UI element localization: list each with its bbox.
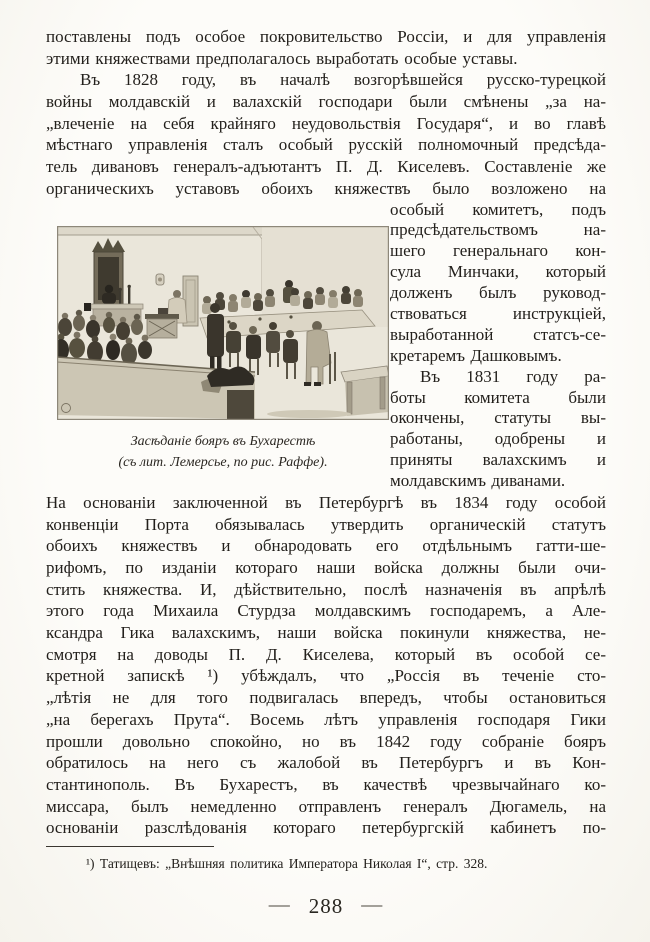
boyar-assembly-engraving <box>57 226 389 420</box>
text-line: окончены, статуты вы- <box>390 408 606 428</box>
floor-shadow <box>267 410 351 418</box>
text-line: особый комитетъ, подъ <box>390 199 606 219</box>
page-number-value: 288 <box>308 893 344 918</box>
text-line: молдавскимъ диванами. <box>390 471 566 491</box>
page-number-right-dash: — <box>361 891 384 916</box>
seated-hierarch-body <box>102 293 116 304</box>
figure-column <box>46 200 389 473</box>
text-line: Въ 1828 году, въ началѣ возгорѣвшейся русско-турецкой <box>80 70 606 90</box>
text-line: поставлены подъ особое покровительство Россіи, и для управленія <box>46 27 606 46</box>
text-line: конвенціи Порта обязывалась утвердить органическій статутъ <box>46 514 606 534</box>
seated-hierarch-head <box>105 284 113 292</box>
text-line: сула Минчаки, который <box>390 262 606 282</box>
text-line: тель дивановъ генералъ-адъютантъ П. Д. Киселевъ. Составленіе же <box>46 157 606 177</box>
text-line: выработанной статсъ-се- <box>390 324 606 344</box>
text-line: мѣстнаго управленія сталъ особый русскій полномочный предсѣда- <box>46 135 606 155</box>
text-line: кретаремъ Дашковымъ. <box>390 345 562 365</box>
text-line: „лѣтія не для того подвигалась впередъ, чтобы остановиться <box>46 688 606 708</box>
text-line: рифомъ, по изданіи котораго наши войска должны были очи- <box>46 558 606 578</box>
text-line: предсѣдательствомъ на- <box>390 220 606 240</box>
text-line: „на берегахъ Прута“. Восемь лѣтъ управленія господаря Гики <box>46 709 606 729</box>
footnote-divider <box>46 846 214 847</box>
text-line: смотря на доводы П. Д. Киселева, который въ особой се- <box>46 644 606 664</box>
text-line: миссара, былъ немедленно отправленъ генералъ Дюгамель, на <box>46 796 606 816</box>
text-line: ствоваться инструкціей, <box>390 303 606 323</box>
text-line: обоихъ княжествъ и обнародовать его отдѣльнымъ гатти-ше- <box>46 536 606 556</box>
figure <box>57 226 389 473</box>
text-line: кретной запискѣ ¹) убѣждалъ, что „Россія въ теченіе сто- <box>46 666 606 686</box>
text-line: обратилось на него съ жалобой въ Петербургъ и въ Кон- <box>46 753 606 773</box>
text-line: работаны, одобрены и <box>390 429 606 449</box>
text-line: органическихъ уставовъ обоихъ княжествъ было возложено на <box>46 178 606 198</box>
figure-caption-credit: (съ лит. Лемерсье, по рис. Раффе). <box>118 454 328 470</box>
text-line: стантинополь. Въ Бухарестъ, въ качествѣ чрезвычайнаго ко- <box>46 774 606 794</box>
text-line: На основаніи заключенной въ Петербургѣ въ 1834 году особой <box>46 492 606 512</box>
text-line: долженъ былъ руковод- <box>390 283 606 303</box>
text-line: этого года Михаила Стурдза молдавскимъ господаремъ, а Але- <box>46 601 606 621</box>
text-line: войны молдавскій и валахскій господари были смѣнены „за на- <box>46 92 606 112</box>
side-text-column <box>389 200 606 492</box>
top-text-block <box>46 26 606 200</box>
text-line: Въ 1831 году ра- <box>420 366 606 386</box>
text-line: приняты валахскимъ и <box>390 450 606 470</box>
figure-caption-title: Засѣданіе бояръ въ Бухарестѣ <box>130 433 316 449</box>
footnote-text: ¹) Татищевъ: „Внѣшняя политика Императора Николая I“, стр. 328. <box>86 855 488 871</box>
figure-and-side-text-row <box>46 200 606 492</box>
wall-icon <box>156 274 164 285</box>
text-line: основаніи разслѣдованія котораго петербургскій кабинетъ по- <box>46 818 606 838</box>
text-line: шего генеральнаго кон- <box>390 241 606 261</box>
text-line: этими княжествами предполагалось выработать особые уставы. <box>46 48 518 68</box>
text-line: стить княжества. И, дѣйствительно, послѣ назначенія въ апрѣлѣ <box>46 579 606 599</box>
footnote-area <box>46 846 606 872</box>
text-line: прошли довольно спокойно, но въ 1842 году собраніе бояръ <box>46 731 606 751</box>
text-line: ксандра Гика валахскимъ, наши войска покинули княжества, не- <box>46 623 606 643</box>
text-line: „влеченіе на себя крайняго неудовольствія Государя“, и во главѣ <box>46 113 606 133</box>
bottom-text-block <box>46 492 606 839</box>
page-number-left-dash: — <box>268 891 291 916</box>
right-table <box>341 366 389 416</box>
page-number <box>46 891 606 919</box>
text-line: боты комитета были <box>390 387 606 407</box>
figure-caption <box>57 431 389 473</box>
